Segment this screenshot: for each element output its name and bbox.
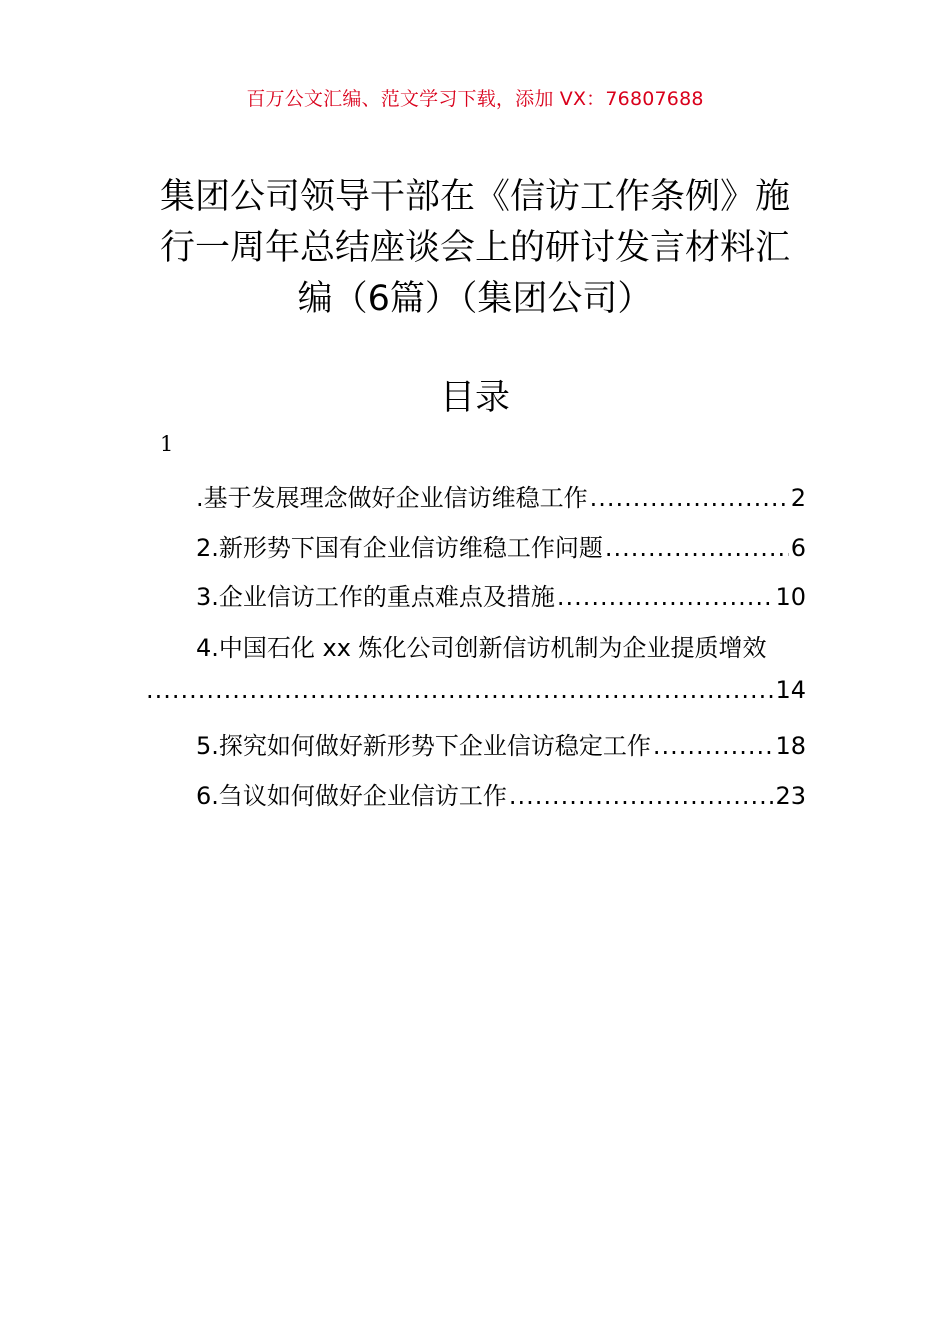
stray-number: 1	[160, 432, 174, 456]
toc-heading: 目录	[439, 378, 510, 418]
toc-page-number: 2	[790, 484, 806, 512]
toc-dot-leader	[557, 583, 774, 611]
toc-page-number: 23	[775, 782, 806, 810]
toc-dot-leader	[653, 732, 774, 760]
title-line-1: 集团公司领导干部在《信访工作条例》施	[159, 177, 790, 217]
toc-dot-leader	[590, 484, 789, 512]
toc-dot-leader	[605, 534, 789, 562]
toc-entry-title: 3.企业信访工作的重点难点及措施	[196, 583, 555, 611]
toc-entry-3[interactable]	[196, 577, 806, 617]
toc-page-number: 18	[775, 732, 806, 760]
toc-entry-title: 6.刍议如何做好企业信访工作	[196, 782, 507, 810]
toc-entry-title: 2.新形势下国有企业信访维稳工作问题	[196, 534, 603, 562]
toc-entry-1[interactable]	[196, 478, 806, 518]
toc-entry-title: .基于发展理念做好企业信访维稳工作	[196, 484, 588, 512]
toc-entry-2[interactable]	[196, 528, 806, 568]
toc-entry-title: 5.探究如何做好新形势下企业信访稳定工作	[196, 732, 651, 760]
toc-dot-leader	[509, 782, 774, 810]
toc-entry-title: 4.中国石化 xx 炼化公司创新信访机制为企业提质增效	[196, 634, 767, 662]
toc-dot-leader	[146, 676, 773, 704]
toc-page-number: 14	[775, 676, 806, 704]
toc-page-number: 6	[790, 534, 806, 562]
title-line-2: 行一周年总结座谈会上的研讨发言材料汇	[159, 228, 790, 268]
document-title	[140, 172, 810, 325]
title-line-3: 编（6篇）（集团公司）	[297, 279, 653, 319]
toc-entry-continuation	[146, 676, 806, 716]
toc-entry-6[interactable]	[196, 776, 806, 816]
header-note: 百万公文汇编、范文学习下载，添加 VX：76807688	[246, 88, 704, 110]
toc-page-number: 10	[775, 583, 806, 611]
toc-entry-5[interactable]	[196, 726, 806, 766]
